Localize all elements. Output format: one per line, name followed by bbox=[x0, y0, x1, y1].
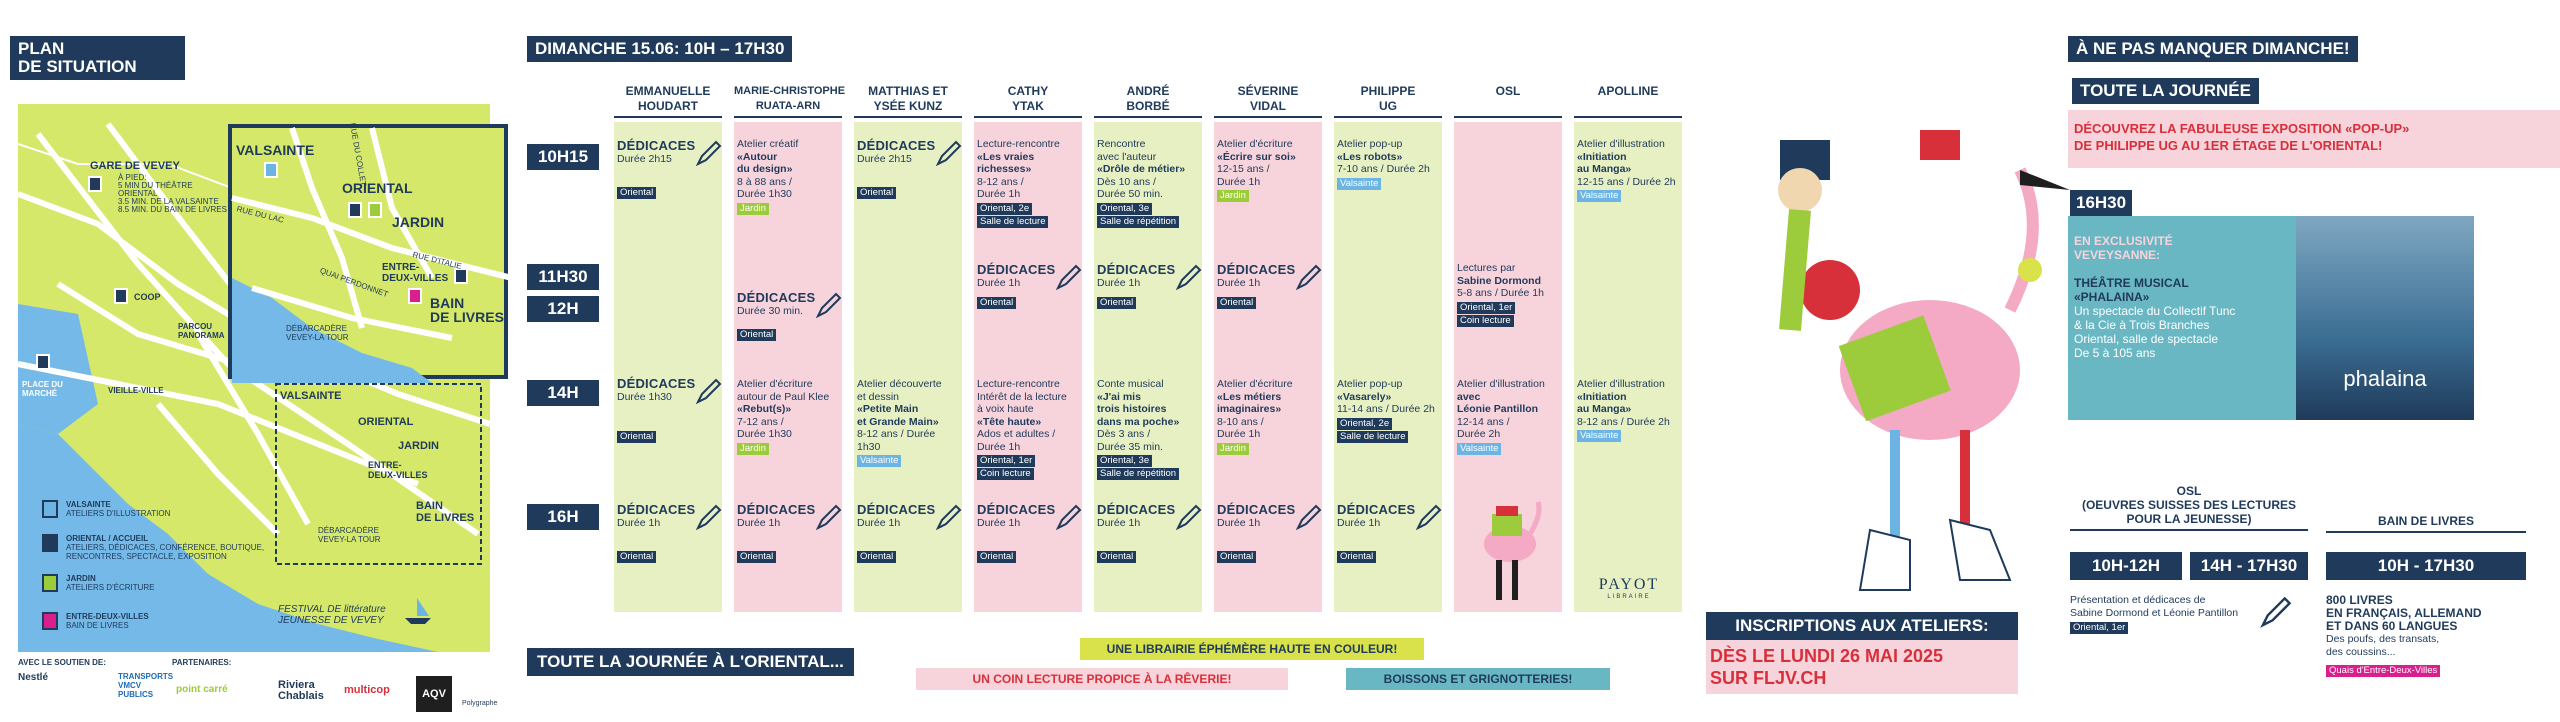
slot-16h-kunz: DÉDICACES Durée 1h Oriental bbox=[857, 502, 936, 562]
jardin-icon bbox=[42, 574, 58, 592]
slot-16h-borbe: DÉDICACES Durée 1h Oriental bbox=[1097, 502, 1176, 562]
banner-librairie: UNE LIBRAIRIE ÉPHÉMÈRE HAUTE EN COULEUR! bbox=[1080, 638, 1424, 660]
slot-16h-ug: DÉDICACES Durée 1h Oriental bbox=[1337, 502, 1416, 562]
festival-logo: FESTIVAL DE littérature JEUNESSE DE VEVEY bbox=[278, 604, 386, 626]
gare-pin-icon bbox=[88, 176, 102, 192]
bain-time: 10H - 17H30 bbox=[2326, 552, 2526, 580]
slot-14h-ug: Atelier pop-up «Vasarely» 11-14 ans / Durée 2h Oriental, 2e Salle de lecture bbox=[1337, 378, 1435, 442]
inset-valsainte: VALSAINTE bbox=[236, 142, 315, 158]
inscriptions-title: INSCRIPTIONS AUX ATELIERS: bbox=[1706, 612, 2018, 640]
slot-12h-ruata-arn: DÉDICACES Durée 30 min. Oriental bbox=[737, 290, 816, 340]
pen-icon bbox=[1054, 504, 1082, 532]
pen-icon bbox=[814, 292, 842, 320]
inset-valsainte-icon bbox=[264, 162, 278, 178]
inset-jardin-icon bbox=[368, 202, 382, 218]
osl-desc: Présentation et dédicaces de Sabine Dormond et Léonie Pantillon Oriental, 1er bbox=[2070, 594, 2239, 633]
inset-debarcadere: DÉBARCADÈRE VEVEY-LA TOUR bbox=[286, 324, 349, 342]
bain-desc: 800 LIVRES EN FRANÇAIS, ALLEMAND ET DANS 60 LANGUES Des poufs, des transats, des coussins... Quais d'Entre-Deux-Villes bbox=[2326, 593, 2482, 676]
col-header-osl: OSL bbox=[1454, 84, 1562, 118]
inset-quai-perdonnet: QUAI PERDONNET bbox=[318, 265, 390, 300]
coop-label: COOP bbox=[134, 292, 161, 302]
logo-riviera-chablais: Riviera Chablais bbox=[278, 679, 324, 702]
parcou-label: PARCOU PANORAMA bbox=[178, 322, 225, 340]
pen-icon bbox=[1294, 504, 1322, 532]
pen-icon bbox=[1054, 264, 1082, 292]
time-1130: 11H30 bbox=[527, 264, 599, 290]
inset-parking-icon bbox=[454, 268, 468, 284]
payot-logo: PAYOT bbox=[1598, 576, 1660, 593]
logo-multicop: multicop bbox=[344, 684, 390, 696]
valsainte-map-label: VALSAINTE bbox=[280, 390, 342, 402]
show-box: EN EXCLUSIVITÉ VEVEYSANNE: THÉÂTRE MUSICAL «PHALAINA» Un spectacle du Collectif Tunc & la Cie à Trois Branches Oriental, salle de spectacle De 5 à 105 ans bbox=[2068, 216, 2296, 420]
map-inset bbox=[228, 124, 508, 379]
slot-16h-houdart: DÉDICACES Durée 1h Oriental bbox=[617, 502, 696, 562]
slot-1130-ytak: DÉDICACES Durée 1h Oriental bbox=[977, 262, 1056, 308]
inset-bain-icon bbox=[408, 288, 422, 304]
payot-sub: LIBRAIRE bbox=[1607, 594, 1651, 600]
legend-jardin: JARDIN ATELIERS D'ÉCRITURE bbox=[66, 574, 155, 592]
osl-time-2: 14H - 17H30 bbox=[2190, 552, 2308, 580]
inset-oriental: ORIENTAL bbox=[342, 180, 413, 196]
logo-nestle: Nestlé bbox=[18, 672, 49, 683]
city-map bbox=[18, 104, 504, 652]
logo-vmcv: TRANSPORTS VMCV PUBLICS bbox=[118, 672, 174, 699]
slot-16h-ytak: DÉDICACES Durée 1h Oriental bbox=[977, 502, 1056, 562]
oriental-icon bbox=[42, 534, 58, 552]
col-header-ug: PHILIPPE UG bbox=[1334, 84, 1442, 118]
pen-icon bbox=[1174, 264, 1202, 292]
slot-14h-houdart: DÉDICACES Durée 1h30 Oriental bbox=[617, 376, 696, 442]
gare-note: À PIED: 5 MIN DU THÉÂTRE ORIENTAL 3.5 MIN. DE LA VALSAINTE 8.5 MIN. DU BAIN DE LIVRES bbox=[118, 173, 227, 214]
col-header-ruata-arn: MARIE-CHRISTOPHE RUATA-ARN bbox=[734, 84, 842, 118]
bain-map-label: BAIN DE LIVRES bbox=[416, 500, 475, 524]
debarcadere-map-label: DÉBARCADÈRE VEVEY-LA TOUR bbox=[318, 526, 381, 544]
all-day-oriental: TOUTE LA JOURNÉE À L'ORIENTAL... bbox=[527, 648, 854, 676]
time-12h: 12H bbox=[527, 296, 599, 322]
col-header-ytak: CATHY YTAK bbox=[974, 84, 1082, 118]
map-title: PLAN DE SITUATION bbox=[10, 36, 185, 80]
time-1630: 16H30 bbox=[2070, 190, 2132, 216]
logo-aqv: AQV bbox=[416, 676, 452, 712]
pen-icon bbox=[814, 504, 842, 532]
osl-time-1: 10H-12H bbox=[2070, 552, 2182, 580]
logo-point-carre: point carré bbox=[176, 684, 228, 695]
time-16h: 16H bbox=[527, 504, 599, 530]
gare-label: GARE DE VEVEY bbox=[90, 160, 180, 172]
entre-deux-villes-icon bbox=[42, 612, 58, 630]
inset-oriental-icon bbox=[348, 202, 362, 218]
slot-14h-vidal: Atelier d'écriture «Les métiers imaginaires» 8-10 ans / Durée 1h Jardin bbox=[1217, 378, 1293, 454]
pen-icon bbox=[694, 140, 722, 168]
slot-16h-ruata-arn: DÉDICACES Durée 1h Oriental bbox=[737, 502, 816, 562]
schedule-title: DIMANCHE 15.06: 10H – 17H30 bbox=[527, 36, 792, 62]
parking-icon bbox=[36, 354, 50, 370]
jardin-map-label: JARDIN bbox=[398, 440, 439, 452]
inscriptions-box bbox=[1706, 640, 2018, 694]
slot-1015-ruata-arn: Atelier créatif «Autour du design» 8 à 88 ans / Durée 1h30 Jardin bbox=[737, 138, 799, 214]
time-14h: 14H bbox=[527, 380, 599, 406]
pen-icon bbox=[1174, 504, 1202, 532]
inset-rue-du-lac: RUE DU LAC bbox=[235, 204, 285, 225]
slot-1015-vidal: Atelier d'écriture «Écrire sur soi» 12-15 ans / Durée 1h Jardin bbox=[1217, 138, 1296, 201]
inscriptions-date: DÈS LE LUNDI 26 MAI 2025 bbox=[1710, 646, 1944, 666]
right-title: À NE PAS MANQUER DIMANCHE! bbox=[2068, 36, 2358, 62]
time-1015: 10H15 bbox=[527, 144, 599, 170]
slot-1015-kunz: DÉDICACES Durée 2h15 Oriental bbox=[857, 138, 936, 198]
osl-heading: OSL (OEUVRES SUISSES DES LECTURES POUR LA JEUNESSE) bbox=[2070, 484, 2308, 531]
pen-icon bbox=[2258, 596, 2292, 630]
slot-1130-osl: Lectures par Sabine Dormond 5-8 ans / Durée 1h Oriental, 1er Coin lecture bbox=[1457, 262, 1544, 326]
sponsors-label: AVEC LE SOUTIEN DE: bbox=[18, 658, 106, 667]
valsainte-icon bbox=[42, 500, 58, 518]
flamingo-reader-illustration bbox=[1470, 494, 1550, 614]
slot-1015-apolline: Atelier d'illustration «Initiation au Manga» 12-15 ans / Durée 2h Valsainte bbox=[1577, 138, 1676, 201]
inset-rue-italie: RUE D'ITALIE bbox=[411, 250, 463, 271]
place-marche-label: PLACE DU MARCHÉ bbox=[22, 380, 63, 398]
slot-14h-ruata-arn: Atelier d'écriture autour de Paul Klee «Rebut(s)» 7-12 ans / Durée 1h30 Jardin bbox=[737, 378, 830, 454]
slot-1015-borbe: Rencontre avec l'auteur «Drôle de métier» Dès 10 ans / Durée 50 min. Oriental, 3e Salle de répétition bbox=[1097, 138, 1186, 227]
logo-polygraphe: Polygraphe bbox=[462, 700, 498, 707]
expo-box: DÉCOUVREZ LA FABULEUSE EXPOSITION «POP-UP» DE PHILIPPE UG AU 1ER ÉTAGE DE L'ORIENTAL! bbox=[2068, 110, 2560, 168]
slot-1015-ug: Atelier pop-up «Les robots» 7-10 ans / Durée 2h Valsainte bbox=[1337, 138, 1430, 189]
partners-label: PARTENAIRES: bbox=[172, 658, 232, 667]
slot-14h-osl: Atelier d'illustration avec Léonie Pantillon 12-14 ans / Durée 2h Valsainte bbox=[1457, 378, 1545, 454]
slot-14h-borbe: Conte musical «J'ai mis trois histoires dans ma poche» Dès 3 ans / Durée 35 min. Oriental, 3e Salle de répétition bbox=[1097, 378, 1180, 479]
slot-14h-kunz: Atelier découverte et dessin «Petite Main et Grande Main» 8-12 ans / Durée 1h30 Valsainte bbox=[857, 378, 942, 466]
pen-icon bbox=[694, 378, 722, 406]
col-header-apolline: APOLLINE bbox=[1574, 84, 1682, 118]
inset-entre-deux-villes: ENTRE- DEUX-VILLES bbox=[382, 262, 449, 284]
slot-14h-apolline: Atelier d'illustration «Initiation au Manga» 8-12 ans / Durée 2h Valsainte bbox=[1577, 378, 1670, 441]
coop-pin-icon bbox=[114, 288, 128, 304]
slot-1130-vidal: DÉDICACES Durée 1h Oriental bbox=[1217, 262, 1296, 308]
pen-icon bbox=[1414, 504, 1442, 532]
inset-jardin: JARDIN bbox=[392, 214, 445, 230]
col-header-borbe: ANDRÉ BORBÉ bbox=[1094, 84, 1202, 118]
legend-valsainte: VALSAINTE ATELIERS D'ILLUSTRATION bbox=[66, 500, 170, 518]
pen-icon bbox=[934, 140, 962, 168]
legend-entre-deux-villes: ENTRE-DEUX-VILLES BAIN DE LIVRES bbox=[66, 612, 149, 630]
inscriptions-link[interactable]: SUR FLJV.CH bbox=[1710, 668, 1827, 688]
col-header-houdart: EMMANUELLE HOUDART bbox=[614, 84, 722, 118]
inset-bain-de-livres: BAIN DE LIVRES bbox=[430, 295, 504, 325]
festival-boat-icon bbox=[403, 596, 433, 626]
oriental-map-label: ORIENTAL bbox=[358, 416, 414, 428]
slot-1015-houdart: DÉDICACES Durée 2h15 Oriental bbox=[617, 138, 696, 198]
phalaina-photo: phalaina bbox=[2296, 216, 2474, 420]
pen-icon bbox=[934, 504, 962, 532]
banner-boissons: BOISSONS ET GRIGNOTTERIES! bbox=[1346, 668, 1610, 690]
legend-oriental: ORIENTAL / ACCUEIL ATELIERS, DÉDICACES, CONFÉRENCE, BOUTIQUE, RENCONTRES, SPECTACLE, EXPOSITION bbox=[66, 534, 264, 561]
col-header-kunz: MATTHIAS ET YSÉE KUNZ bbox=[854, 84, 962, 118]
pen-icon bbox=[694, 504, 722, 532]
pen-icon bbox=[1294, 264, 1322, 292]
vieille-ville-label: VIEILLE-VILLE bbox=[108, 386, 164, 395]
slot-1015-ytak: Lecture-rencontre «Les vraies richesses» 8-12 ans / Durée 1h Oriental, 2e Salle de lecture bbox=[977, 138, 1060, 227]
slot-14h-ytak: Lecture-rencontre Intérêt de la lecture à voix haute «Tête haute» Ados et adultes / Durée 1h Oriental, 1er Coin lecture bbox=[977, 378, 1067, 479]
slot-1130-borbe: DÉDICACES Durée 1h Oriental bbox=[1097, 262, 1176, 308]
main-illustration bbox=[1720, 110, 2060, 600]
entre-deux-villes-map-label: ENTRE- DEUX-VILLES bbox=[368, 460, 428, 480]
slot-16h-vidal: DÉDICACES Durée 1h Oriental bbox=[1217, 502, 1296, 562]
inset-rue-collet: RUE DU COLLET bbox=[348, 122, 368, 187]
bain-heading: BAIN DE LIVRES bbox=[2326, 514, 2526, 533]
all-day-label: TOUTE LA JOURNÉE bbox=[2072, 78, 2259, 104]
banner-coin-lecture: UN COIN LECTURE PROPICE À LA RÊVERIE! bbox=[916, 668, 1288, 690]
col-header-vidal: SÉVERINE VIDAL bbox=[1214, 84, 1322, 118]
